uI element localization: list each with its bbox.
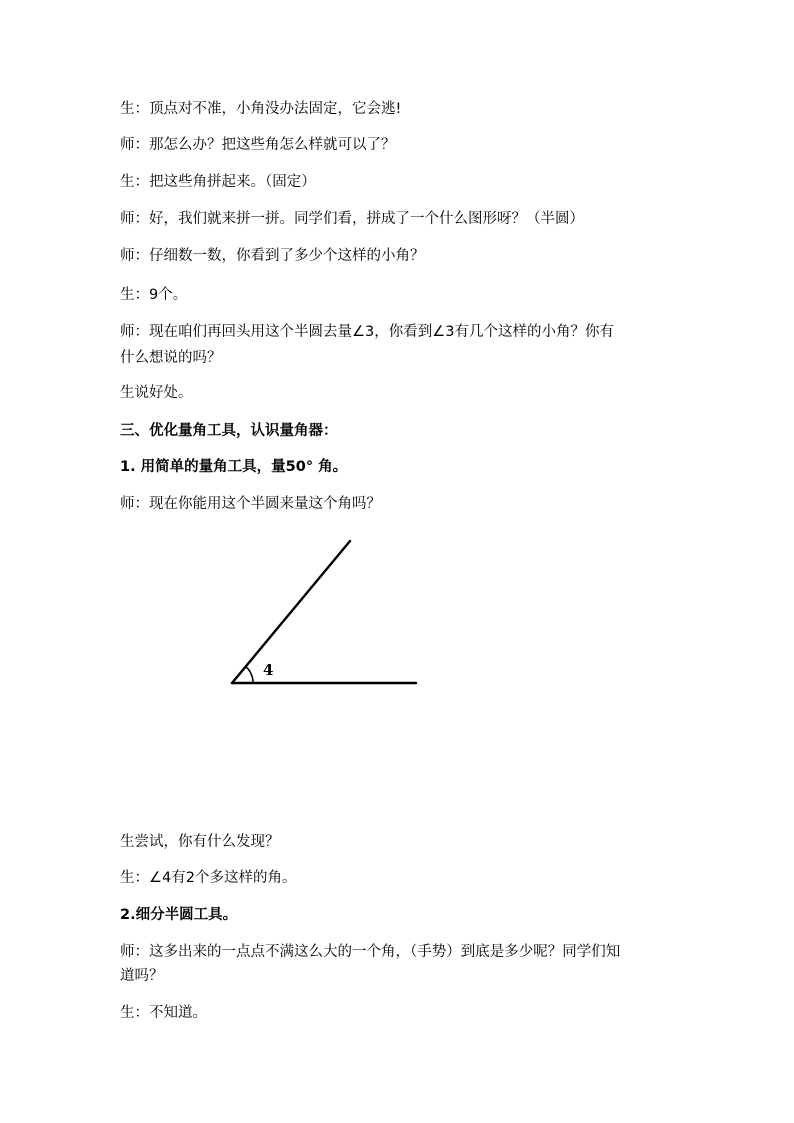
line-18: 生：不知道。 [120,1005,207,1021]
angle-diagram [220,530,430,695]
line-3: 生：把这些角拼起来。（固定） [120,174,316,190]
line-6: 生：9个。 [120,287,188,303]
subheading-2: 2.细分半圆工具。 [120,907,238,923]
line-16: 师：这多出来的一点点不满这么大的一个角，（手势）到底是多少呢？同学们知 [120,944,621,960]
line-12: 师：现在你能用这个半圆来量这个角吗？ [120,496,381,512]
line-13: 生尝试，你有什么发现？ [120,834,280,850]
subheading-1: 1. 用简单的量角工具，量50° 角。 [120,459,348,475]
angle-label: 4 [263,661,274,679]
line-8: 什么想说的吗？ [120,350,222,366]
line-2: 师：那怎么办？把这些角怎么样就可以了？ [120,137,396,153]
line-1: 生：顶点对不准，小角没办法固定，它会逃! [120,101,402,117]
line-14: 生：∠4有2个多这样的角。 [120,870,297,886]
line-17: 道吗？ [120,968,164,984]
line-4: 师：好，我们就来拼一拼。同学们看，拼成了一个什么图形呀？（半圆） [120,211,584,227]
angle-figure [220,530,430,699]
angle-arc [245,666,253,683]
line-9: 生说好处。 [120,385,193,401]
section-heading: 三、优化量角工具，认识量角器： [120,423,338,439]
line-5: 师：仔细数一数，你看到了多少个这样的小角？ [120,248,425,264]
line-7: 师：现在咱们再回头用这个半圆去量∠3，你看到∠3有几个这样的小角？你有 [120,324,614,340]
angle-ray-upper [232,541,350,683]
